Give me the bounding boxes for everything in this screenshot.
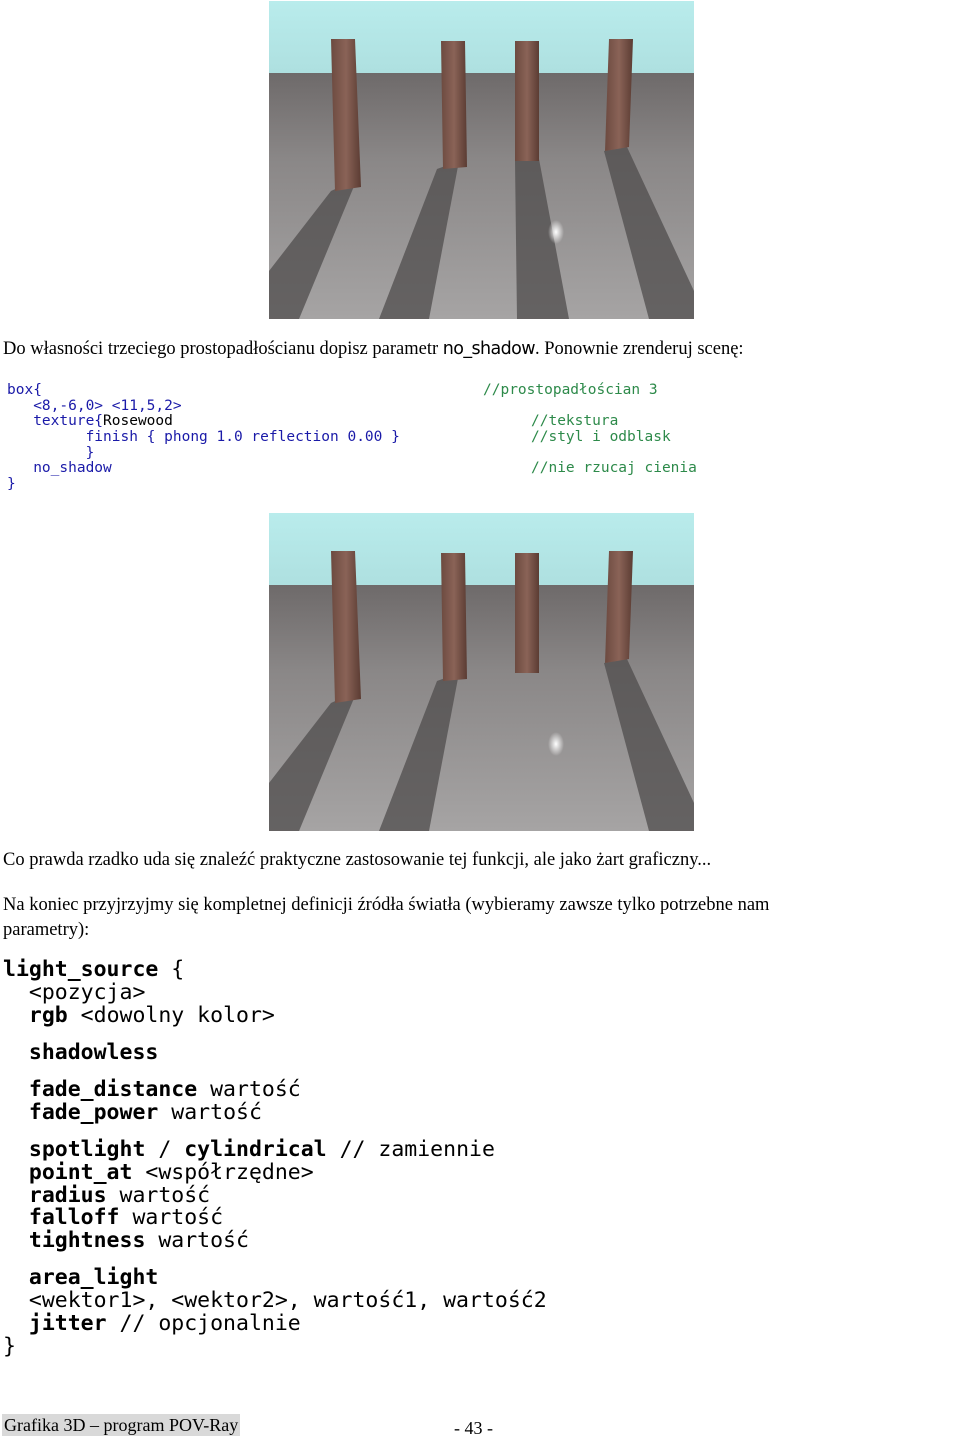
- code-line-3: texture{Rosewood: [7, 413, 173, 429]
- page-number: - 43 -: [454, 1418, 493, 1438]
- inline-code-no-shadow: no_shadow: [442, 339, 535, 359]
- code-row-4: shadowless: [3, 1040, 159, 1065]
- code-row-12: area_light: [3, 1265, 159, 1290]
- code-row-7: spotlight / cylindrical // zamiennie: [3, 1137, 495, 1162]
- code-row-2: <pozycja>: [3, 980, 146, 1005]
- code-line-4: finish { phong 1.0 reflection 0.00 }: [7, 429, 400, 445]
- code-line-2: <8,-6,0> <11,5,2>: [7, 398, 182, 414]
- paragraph-1-text-start: Do własności trzeciego prostopadłościanu dopisz parametr: [3, 339, 443, 359]
- code-comment-3: //tekstura: [531, 413, 619, 429]
- paragraph-2: Co prawda rzadko uda się znaleźć praktyczne zastosowanie tej funkcji, ale jako żart graficzny...: [3, 850, 712, 870]
- code-snippet: [3, 377, 739, 497]
- code-line-6: no_shadow: [7, 460, 112, 476]
- code-row-10: falloff wartość: [3, 1205, 224, 1230]
- render-image-no-shadow: [269, 513, 694, 831]
- code-row-13: <wektor1>, <wektor2>, wartość1, wartość2: [3, 1288, 547, 1313]
- code-line-7: }: [7, 476, 16, 492]
- code-line-5: }: [7, 445, 95, 461]
- render-image-with-shadows: [269, 1, 694, 319]
- paragraph-1-text-end: . Ponownie zrenderuj scenę:: [534, 339, 744, 359]
- code-row-3: rgb <dowolny kolor>: [3, 1003, 275, 1028]
- code-comment-6: //nie rzucaj cienia: [531, 460, 697, 476]
- code-row-15: }: [3, 1334, 16, 1359]
- code-row-11: tightness wartość: [3, 1228, 249, 1253]
- code-row-8: point_at <współrzędne>: [3, 1160, 314, 1185]
- paragraph-3-line-2: parametry):: [3, 920, 90, 940]
- paragraph-3-line-1: Na koniec przyjrzyjmy się kompletnej definicji źródła światła (wybieramy zawsze tylko potrzebne nam: [3, 895, 770, 915]
- code-comment-1: //prostopadłościan 3: [483, 382, 658, 398]
- footer-title: Grafika 3D – program POV-Ray: [4, 1415, 239, 1435]
- code-row-6: fade_power wartość: [3, 1100, 262, 1125]
- light-source-code-block: [3, 957, 547, 1359]
- code-comment-4: //styl i odblask: [531, 429, 671, 445]
- code-row-5: fade_distance wartość: [3, 1077, 301, 1102]
- code-row-9: radius wartość: [3, 1183, 211, 1208]
- page-footer: [0, 1410, 960, 1437]
- paragraph-1: [3, 338, 744, 360]
- code-line-1: box{: [7, 382, 42, 398]
- code-row-1: light_source {: [3, 957, 185, 982]
- code-row-14: jitter // opcjonalnie: [3, 1311, 301, 1336]
